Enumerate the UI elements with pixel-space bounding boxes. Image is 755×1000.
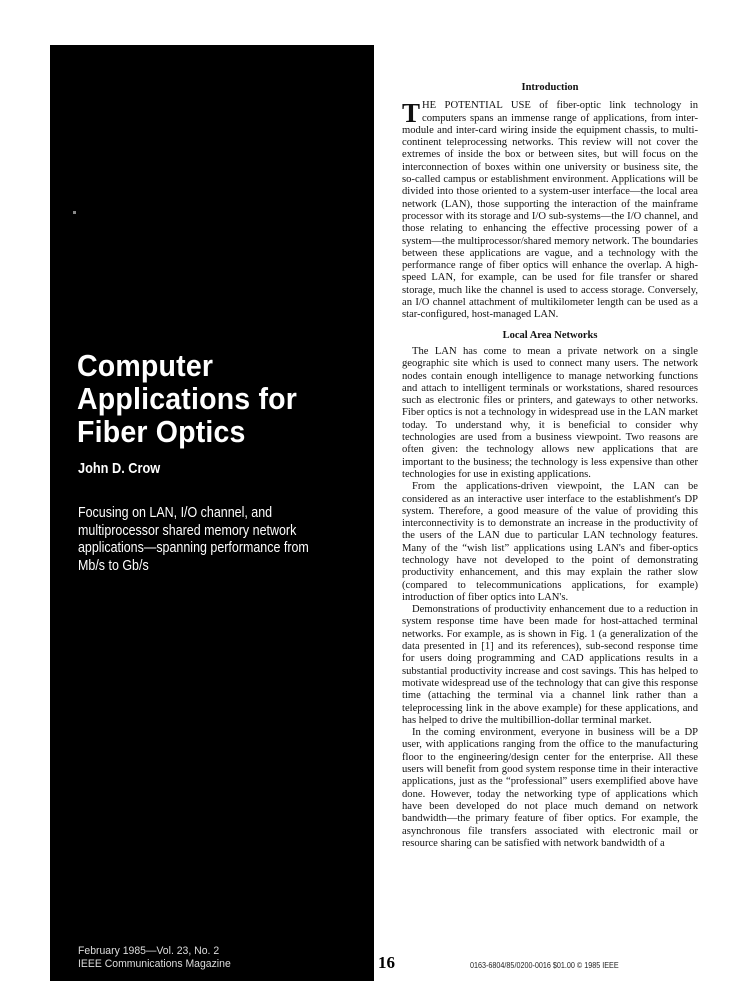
paragraph: Demonstrations of productivity enhancement due to a reduction in system response time have been made for host-attached terminal networks. For example, as is shown in Fig. 1 (a generalization of the data presented in [1] and its references), sub-second response time for users doing programming and CAD applications results in a substantial productivity increase and cost savings. This has helped to motivate widespread use of the technology that can give this response time (attaching the terminal via a channel link rather than a teleprocessing link in the above example) for these applications, and has helped to drive the multibillion-dollar terminal market. bbox=[402, 604, 698, 726]
drop-cap: T bbox=[402, 98, 421, 129]
subtitle-line: applications—spanning performance from bbox=[78, 540, 309, 556]
paragraph: The LAN has come to mean a private network on a single geographic site which is used to connect many users. The network nodes contain enough intelligence to manage networking functions and attach to intelligent terminals or workstations, shared resources such as electronic files or printers, and gateways to other networks. Fiber optics is not a technology in widespread use in the LAN market today. To understand why, it is beneficial to consider why technologies are used from a business viewpoint. Two reasons are often given: the technology allows new applications that are important to the business; the technology is less expensive than other technologies for use in existing applications. bbox=[402, 345, 698, 480]
paragraph: From the applications-driven viewpoint, the LAN can be considered as an interactive user interface to the establishment's DP system. Therefore, a good measure of the value of providing this interconnectivity is to demonstrate an increase in the productivity of the users of the LAN due to particular LAN technology features. Many of the “wish list” applications using LAN's and fiber-optics technology have not developed to the point of demonstrating productivity enhancement, and this may explain the rather slow (compared to telecommunications applications, for example) introduction of fiber optics into LAN's. bbox=[402, 481, 698, 603]
subtitle-line: Focusing on LAN, I/O channel, and bbox=[78, 505, 273, 521]
subtitle-line: multiprocessor shared memory network bbox=[78, 522, 297, 539]
issue-date: February 1985—Vol. 23, No. 2 bbox=[78, 945, 220, 957]
issue-info bbox=[78, 945, 231, 970]
scan-speck bbox=[73, 211, 76, 214]
section-heading-introduction: Introduction bbox=[521, 82, 579, 93]
article-subtitle bbox=[78, 505, 353, 575]
author-name: John D. Crow bbox=[78, 460, 161, 477]
copyright-line: 0163-6804/85/0200-0016 $01.00 © 1985 IEEE bbox=[470, 961, 619, 970]
title-line: Computer bbox=[77, 348, 214, 383]
article-title bbox=[77, 349, 344, 448]
page-number: 16 bbox=[378, 953, 395, 972]
title-line: Applications for bbox=[77, 381, 298, 416]
subtitle-line: Mb/s to Gb/s bbox=[78, 557, 149, 574]
paragraph: In the coming environment, everyone in business will be a DP user, with applications ranging from the office to the manufacturing floor to the engineering/design center for the enterprise. All these users will benefit from good system response time in their interactive applications, just as the “professional” users exemplified above have done. However, today the networking type of applications which have been developed do not place much demand on network bandwidth—the primary feature of fiber optics. For example, the asynchronous file transfers associated with electronic mail or resource sharing can be satisfied with network bandwidth of a bbox=[402, 727, 698, 849]
section-heading-lan: Local Area Networks bbox=[502, 329, 598, 341]
title-line: Fiber Optics bbox=[77, 414, 246, 449]
paragraph bbox=[402, 100, 698, 321]
paragraph-text: HE POTENTIAL USE of fiber-optic link technology in computers spans an immense range of applications, from inter-module and inter-card wiring inside the equipment chassis, to multi-continent teleprocessing networks. This review will not cover the extremes of inside the box or between sites, but will focus on the interconnection of boxes within one university or business site, the so-called campus or establishment environment. Applications will be divided into those oriented to a system-user interface—the local area network (LAN), those supporting the interaction of the mainframe processor with its storage and I/O sub-systems—the I/O channel, and those relating to enhancing the effective processing power of a system—the multiprocessor/shared memory network. The boundaries between these applications are vague, and a technology with the performance range of fiber optics will enhance the overlap. A high-speed LAN, for example, can be used for file transfer or shared storage, much like the channel is used to access storage. Conversely, an I/O channel attachment of multikilometer length can be used as a star-configured, host-managed LAN. bbox=[402, 100, 698, 321]
article-body bbox=[402, 82, 698, 850]
magazine-name: IEEE Communications Magazine bbox=[78, 957, 231, 970]
